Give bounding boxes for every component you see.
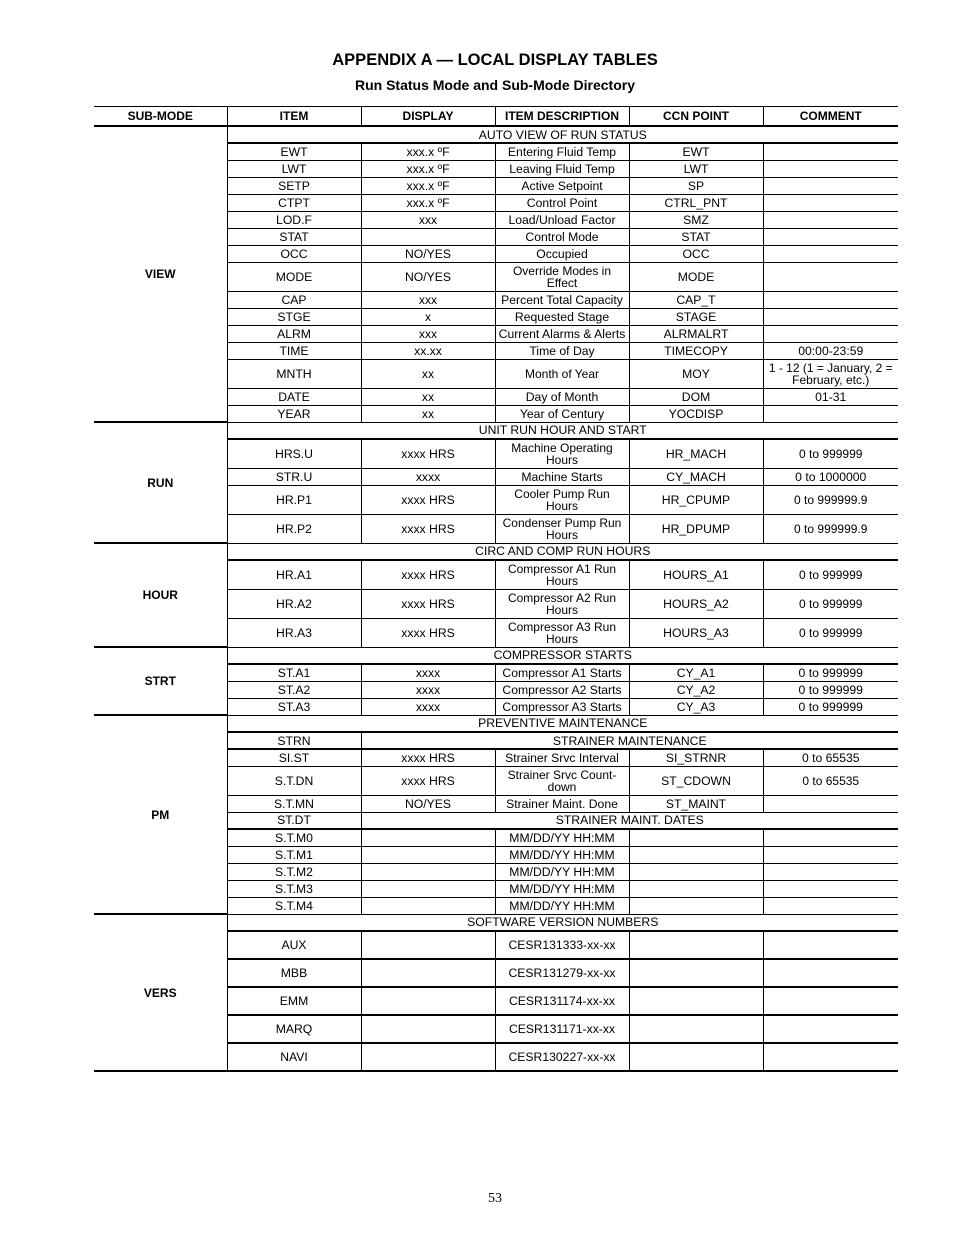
section-row: [94, 543, 898, 560]
ccn-point-cell: [629, 1015, 763, 1043]
item-cell: EMM: [227, 987, 361, 1015]
comment-cell: 00:00-23:59: [763, 342, 898, 359]
item-description-cell: MM/DD/YY HH:MM: [495, 897, 629, 914]
item-description-cell: Compressor A3 Starts: [495, 698, 629, 715]
item-cell: HR.A1: [227, 560, 361, 589]
comment-cell: 0 to 999999: [763, 681, 898, 698]
display-cell: xxx: [361, 325, 495, 342]
comment-cell: [763, 194, 898, 211]
section-row: [94, 647, 898, 664]
item-description-cell: Strainer Srvc Interval: [495, 749, 629, 766]
ccn-point-cell: [629, 863, 763, 880]
display-cell: xxxx: [361, 664, 495, 681]
comment-cell: [763, 228, 898, 245]
comment-cell: [763, 245, 898, 262]
ccn-point-cell: [629, 829, 763, 846]
item-description-cell: Requested Stage: [495, 308, 629, 325]
ccn-point-cell: CTRL_PNT: [629, 194, 763, 211]
header-ccn-point: CCN POINT: [629, 107, 763, 127]
ccn-point-cell: STAT: [629, 228, 763, 245]
comment-cell: 01-31: [763, 388, 898, 405]
item-cell: CTPT: [227, 194, 361, 211]
comment-cell: 0 to 999999: [763, 664, 898, 681]
item-description-cell: Compressor A3 Run Hours: [495, 618, 629, 647]
submode-cell: RUN: [94, 422, 227, 543]
comment-cell: [763, 863, 898, 880]
subsection-title: STRAINER MAINT. DATES: [361, 812, 898, 829]
display-cell: NO/YES: [361, 262, 495, 291]
item-cell: S.T.MN: [227, 795, 361, 812]
ccn-point-cell: CAP_T: [629, 291, 763, 308]
display-cell: xx: [361, 359, 495, 388]
item-cell: SI.ST: [227, 749, 361, 766]
section-title: UNIT RUN HOUR AND START: [227, 422, 898, 439]
display-cell: [361, 959, 495, 987]
display-cell: xxx.x ºF: [361, 143, 495, 160]
display-cell: xxxx: [361, 468, 495, 485]
display-cell: NO/YES: [361, 795, 495, 812]
subsection-title: STRAINER MAINTENANCE: [361, 732, 898, 749]
ccn-point-cell: [629, 987, 763, 1015]
header-item: ITEM: [227, 107, 361, 127]
item-description-cell: MM/DD/YY HH:MM: [495, 880, 629, 897]
item-cell: OCC: [227, 245, 361, 262]
submode-cell: PM: [94, 715, 227, 914]
comment-cell: [763, 846, 898, 863]
ccn-point-cell: EWT: [629, 143, 763, 160]
submode-cell: STRT: [94, 647, 227, 715]
item-description-cell: Condenser Pump Run Hours: [495, 514, 629, 543]
ccn-point-cell: MODE: [629, 262, 763, 291]
item-cell: NAVI: [227, 1043, 361, 1071]
item-cell: S.T.M4: [227, 897, 361, 914]
display-cell: [361, 880, 495, 897]
ccn-point-cell: CY_A2: [629, 681, 763, 698]
display-cell: xxxx HRS: [361, 560, 495, 589]
item-description-cell: Strainer Srvc Count-down: [495, 766, 629, 795]
display-cell: [361, 228, 495, 245]
item-description-cell: CESR130227-xx-xx: [495, 1043, 629, 1071]
item-description-cell: MM/DD/YY HH:MM: [495, 863, 629, 880]
display-cell: xx.xx: [361, 342, 495, 359]
table-body: [94, 126, 898, 1071]
page-number: 53: [488, 1191, 502, 1206]
item-description-cell: Strainer Maint. Done: [495, 795, 629, 812]
item-description-cell: Day of Month: [495, 388, 629, 405]
ccn-point-cell: ST_CDOWN: [629, 766, 763, 795]
ccn-point-cell: [629, 1043, 763, 1071]
item-cell: DATE: [227, 388, 361, 405]
section-title: COMPRESSOR STARTS: [227, 647, 898, 664]
header-item-description: ITEM DESCRIPTION: [495, 107, 629, 127]
comment-cell: [763, 325, 898, 342]
section-row: [94, 715, 898, 732]
comment-cell: 0 to 999999: [763, 618, 898, 647]
comment-cell: [763, 177, 898, 194]
item-cell: S.T.M3: [227, 880, 361, 897]
section-title: PREVENTIVE MAINTENANCE: [227, 715, 898, 732]
display-cell: xxxx: [361, 698, 495, 715]
display-cell: xxxx: [361, 681, 495, 698]
ccn-point-cell: [629, 931, 763, 959]
item-description-cell: Active Setpoint: [495, 177, 629, 194]
display-cell: [361, 829, 495, 846]
ccn-point-cell: HR_CPUMP: [629, 485, 763, 514]
ccn-point-cell: MOY: [629, 359, 763, 388]
display-cell: [361, 987, 495, 1015]
ccn-point-cell: CY_A3: [629, 698, 763, 715]
item-cell: CAP: [227, 291, 361, 308]
header-row: [94, 107, 898, 127]
ccn-point-cell: HR_DPUMP: [629, 514, 763, 543]
comment-cell: 0 to 999999.9: [763, 514, 898, 543]
comment-cell: [763, 829, 898, 846]
page-title: APPENDIX A — LOCAL DISPLAY TABLES: [332, 51, 658, 69]
item-description-cell: Current Alarms & Alerts: [495, 325, 629, 342]
ccn-point-cell: ST_MAINT: [629, 795, 763, 812]
comment-cell: [763, 143, 898, 160]
item-description-cell: Cooler Pump Run Hours: [495, 485, 629, 514]
comment-cell: [763, 1043, 898, 1071]
item-cell: LOD.F: [227, 211, 361, 228]
display-cell: [361, 931, 495, 959]
comment-cell: 0 to 65535: [763, 766, 898, 795]
item-cell: STAT: [227, 228, 361, 245]
comment-cell: [763, 897, 898, 914]
submode-cell: HOUR: [94, 543, 227, 647]
item-cell: ST.A1: [227, 664, 361, 681]
display-cell: [361, 846, 495, 863]
display-cell: xxxx HRS: [361, 766, 495, 795]
item-description-cell: Percent Total Capacity: [495, 291, 629, 308]
item-cell: S.T.DN: [227, 766, 361, 795]
item-cell: S.T.M2: [227, 863, 361, 880]
section-title: SOFTWARE VERSION NUMBERS: [227, 914, 898, 931]
display-cell: xxxx HRS: [361, 485, 495, 514]
ccn-point-cell: SI_STRNR: [629, 749, 763, 766]
item-description-cell: Load/Unload Factor: [495, 211, 629, 228]
item-description-cell: Compressor A2 Run Hours: [495, 589, 629, 618]
item-cell: HR.P1: [227, 485, 361, 514]
item-cell: HR.A3: [227, 618, 361, 647]
item-cell: YEAR: [227, 405, 361, 422]
item-cell: MBB: [227, 959, 361, 987]
comment-cell: 0 to 999999: [763, 439, 898, 468]
display-cell: NO/YES: [361, 245, 495, 262]
display-cell: xxxx HRS: [361, 749, 495, 766]
item-cell: HR.P2: [227, 514, 361, 543]
item-description-cell: Compressor A2 Starts: [495, 681, 629, 698]
display-cell: xx: [361, 405, 495, 422]
item-cell: ST.A2: [227, 681, 361, 698]
item-cell: STRN: [227, 732, 361, 749]
comment-cell: 1 - 12 (1 = January, 2 = February, etc.): [763, 359, 898, 388]
display-cell: xxx.x ºF: [361, 160, 495, 177]
header-display: DISPLAY: [361, 107, 495, 127]
item-description-cell: CESR131174-xx-xx: [495, 987, 629, 1015]
ccn-point-cell: STAGE: [629, 308, 763, 325]
comment-cell: [763, 795, 898, 812]
section-title: CIRC AND COMP RUN HOURS: [227, 543, 898, 560]
item-cell: ST.DT: [227, 812, 361, 829]
item-description-cell: MM/DD/YY HH:MM: [495, 846, 629, 863]
display-cell: xxxx HRS: [361, 514, 495, 543]
display-cell: xxx: [361, 211, 495, 228]
item-cell: S.T.M0: [227, 829, 361, 846]
item-cell: SETP: [227, 177, 361, 194]
ccn-point-cell: HOURS_A3: [629, 618, 763, 647]
display-cell: x: [361, 308, 495, 325]
comment-cell: [763, 308, 898, 325]
item-cell: S.T.M1: [227, 846, 361, 863]
item-description-cell: Month of Year: [495, 359, 629, 388]
item-description-cell: Compressor A1 Starts: [495, 664, 629, 681]
page-subtitle: Run Status Mode and Sub-Mode Directory: [354, 77, 635, 93]
display-cell: [361, 1015, 495, 1043]
comment-cell: [763, 880, 898, 897]
item-cell: LWT: [227, 160, 361, 177]
item-description-cell: Entering Fluid Temp: [495, 143, 629, 160]
comment-cell: [763, 931, 898, 959]
item-cell: MODE: [227, 262, 361, 291]
item-cell: ALRM: [227, 325, 361, 342]
submode-cell: VERS: [94, 914, 227, 1071]
ccn-point-cell: [629, 959, 763, 987]
submode-cell: VIEW: [94, 126, 227, 422]
ccn-point-cell: LWT: [629, 160, 763, 177]
ccn-point-cell: OCC: [629, 245, 763, 262]
item-description-cell: CESR131171-xx-xx: [495, 1015, 629, 1043]
ccn-point-cell: HOURS_A2: [629, 589, 763, 618]
item-description-cell: MM/DD/YY HH:MM: [495, 829, 629, 846]
item-description-cell: CESR131279-xx-xx: [495, 959, 629, 987]
item-description-cell: Year of Century: [495, 405, 629, 422]
item-cell: MNTH: [227, 359, 361, 388]
item-cell: EWT: [227, 143, 361, 160]
ccn-point-cell: YOCDISP: [629, 405, 763, 422]
section-title: AUTO VIEW OF RUN STATUS: [227, 126, 898, 143]
ccn-point-cell: DOM: [629, 388, 763, 405]
ccn-point-cell: CY_MACH: [629, 468, 763, 485]
item-cell: MARQ: [227, 1015, 361, 1043]
display-cell: [361, 897, 495, 914]
item-description-cell: Leaving Fluid Temp: [495, 160, 629, 177]
ccn-point-cell: SP: [629, 177, 763, 194]
comment-cell: 0 to 999999.9: [763, 485, 898, 514]
comment-cell: [763, 160, 898, 177]
comment-cell: 0 to 999999: [763, 698, 898, 715]
display-cell: xxxx HRS: [361, 618, 495, 647]
item-cell: TIME: [227, 342, 361, 359]
comment-cell: [763, 1015, 898, 1043]
ccn-point-cell: [629, 897, 763, 914]
header-submode: SUB-MODE: [94, 107, 227, 127]
ccn-point-cell: HR_MACH: [629, 439, 763, 468]
comment-cell: [763, 291, 898, 308]
comment-cell: [763, 987, 898, 1015]
ccn-point-cell: CY_A1: [629, 664, 763, 681]
item-description-cell: Time of Day: [495, 342, 629, 359]
header-comment: COMMENT: [763, 107, 898, 127]
item-description-cell: CESR131333-xx-xx: [495, 931, 629, 959]
comment-cell: [763, 405, 898, 422]
item-cell: HRS.U: [227, 439, 361, 468]
display-cell: [361, 863, 495, 880]
comment-cell: 0 to 999999: [763, 560, 898, 589]
ccn-point-cell: [629, 880, 763, 897]
display-cell: xxx: [361, 291, 495, 308]
comment-cell: 0 to 65535: [763, 749, 898, 766]
item-description-cell: Override Modes in Effect: [495, 262, 629, 291]
item-cell: AUX: [227, 931, 361, 959]
ccn-point-cell: TIMECOPY: [629, 342, 763, 359]
display-cell: xx: [361, 388, 495, 405]
comment-cell: [763, 211, 898, 228]
display-cell: xxx.x ºF: [361, 194, 495, 211]
display-cell: xxxx HRS: [361, 439, 495, 468]
ccn-point-cell: HOURS_A1: [629, 560, 763, 589]
item-description-cell: Occupied: [495, 245, 629, 262]
display-cell: xxxx HRS: [361, 589, 495, 618]
item-cell: HR.A2: [227, 589, 361, 618]
item-description-cell: Control Point: [495, 194, 629, 211]
ccn-point-cell: [629, 846, 763, 863]
section-row: [94, 126, 898, 143]
comment-cell: [763, 959, 898, 987]
section-row: [94, 422, 898, 439]
item-cell: STGE: [227, 308, 361, 325]
ccn-point-cell: ALRMALRT: [629, 325, 763, 342]
comment-cell: 0 to 999999: [763, 589, 898, 618]
item-description-cell: Compressor A1 Run Hours: [495, 560, 629, 589]
display-cell: [361, 1043, 495, 1071]
item-description-cell: Control Mode: [495, 228, 629, 245]
comment-cell: [763, 262, 898, 291]
item-cell: STR.U: [227, 468, 361, 485]
section-row: [94, 914, 898, 931]
item-cell: ST.A3: [227, 698, 361, 715]
ccn-point-cell: SMZ: [629, 211, 763, 228]
comment-cell: 0 to 1000000: [763, 468, 898, 485]
item-description-cell: Machine Operating Hours: [495, 439, 629, 468]
display-cell: xxx.x ºF: [361, 177, 495, 194]
item-description-cell: Machine Starts: [495, 468, 629, 485]
run-status-directory-table: [94, 106, 898, 1072]
